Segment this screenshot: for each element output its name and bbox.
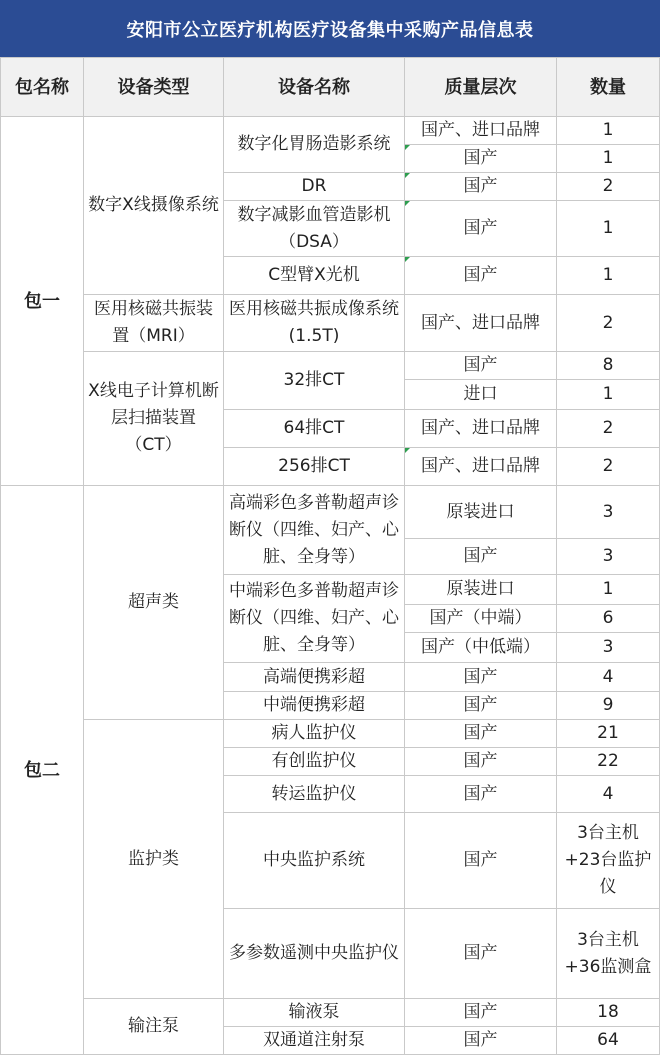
device-name: 有创监护仪 [224, 748, 405, 776]
quantity: 9 [557, 692, 660, 720]
device-name: 数字减影血管造影机（DSA） [224, 201, 405, 257]
quality-level: 国产 [405, 720, 557, 748]
quality-level: 国产、进口品牌 [405, 448, 557, 486]
quality-level: 国产 [405, 663, 557, 692]
header-quantity: 数量 [557, 58, 660, 117]
table-row [1, 720, 660, 748]
quantity: 22 [557, 748, 660, 776]
device-name: 256排CT [224, 448, 405, 486]
quality-level: 原装进口 [405, 575, 557, 605]
quality-level: 国产 [405, 813, 557, 909]
quality-level: 国产 [405, 539, 557, 575]
header-device-name: 设备名称 [224, 58, 405, 117]
quality-level: 国产 [405, 776, 557, 813]
quality-level: 国产（中低端） [405, 633, 557, 663]
device-name: 高端便携彩超 [224, 663, 405, 692]
quantity: 21 [557, 720, 660, 748]
quantity: 2 [557, 410, 660, 448]
device-name: 中央监护系统 [224, 813, 405, 909]
quantity: 1 [557, 117, 660, 145]
quantity: 3台主机+36监测盒 [557, 909, 660, 999]
quantity: 2 [557, 173, 660, 201]
quality-level: 国产 [405, 909, 557, 999]
quality-level: 国产 [405, 257, 557, 295]
quality-level: 国产 [405, 1027, 557, 1055]
quality-level: 国产 [405, 748, 557, 776]
device-type: 超声类 [84, 486, 224, 720]
device-name: DR [224, 173, 405, 201]
procurement-table [0, 57, 660, 1055]
quantity: 2 [557, 448, 660, 486]
device-type: 输注泵 [84, 999, 224, 1055]
quality-level: 国产、进口品牌 [405, 117, 557, 145]
quality-level: 国产 [405, 145, 557, 173]
quality-level: 原装进口 [405, 486, 557, 539]
table-title: 安阳市公立医疗机构医疗设备集中采购产品信息表 [0, 0, 660, 57]
quantity: 1 [557, 145, 660, 173]
device-name: 数字化胃肠造影系统 [224, 117, 405, 173]
device-name: 输液泵 [224, 999, 405, 1027]
device-name: 病人监护仪 [224, 720, 405, 748]
quantity: 8 [557, 352, 660, 380]
table-row [1, 295, 660, 352]
device-name: 高端彩色多普勒超声诊断仪（四维、妇产、心脏、全身等） [224, 486, 405, 575]
quantity: 4 [557, 776, 660, 813]
quantity: 1 [557, 575, 660, 605]
table-row [1, 486, 660, 539]
quantity: 1 [557, 257, 660, 295]
device-name: 中端便携彩超 [224, 692, 405, 720]
quantity: 2 [557, 295, 660, 352]
quantity: 3台主机+23台监护仪 [557, 813, 660, 909]
table-row [1, 352, 660, 380]
header-row [1, 58, 660, 117]
quality-level: 国产 [405, 201, 557, 257]
package-name: 包二 [1, 486, 84, 1055]
table-row [1, 117, 660, 145]
quantity: 1 [557, 201, 660, 257]
quantity: 1 [557, 380, 660, 410]
device-name: 64排CT [224, 410, 405, 448]
device-name: C型臂X光机 [224, 257, 405, 295]
device-name: 32排CT [224, 352, 405, 410]
quantity: 64 [557, 1027, 660, 1055]
device-name: 中端彩色多普勒超声诊断仪（四维、妇产、心脏、全身等） [224, 575, 405, 663]
device-name: 双通道注射泵 [224, 1027, 405, 1055]
table-row [1, 999, 660, 1027]
device-type: 医用核磁共振装置（MRI） [84, 295, 224, 352]
header-package: 包名称 [1, 58, 84, 117]
quantity: 3 [557, 633, 660, 663]
quantity: 3 [557, 486, 660, 539]
quantity: 18 [557, 999, 660, 1027]
header-quality-level: 质量层次 [405, 58, 557, 117]
device-type: X线电子计算机断层扫描装置（CT） [84, 352, 224, 486]
quality-level: 国产 [405, 692, 557, 720]
device-type: 数字X线摄像系统 [84, 117, 224, 295]
quality-level: 国产 [405, 173, 557, 201]
device-name: 医用核磁共振成像系统(1.5T) [224, 295, 405, 352]
header-device-type: 设备类型 [84, 58, 224, 117]
device-type: 监护类 [84, 720, 224, 999]
quality-level: 国产、进口品牌 [405, 295, 557, 352]
quantity: 3 [557, 539, 660, 575]
quantity: 6 [557, 605, 660, 633]
quality-level: 国产 [405, 999, 557, 1027]
quality-level: 进口 [405, 380, 557, 410]
quality-level: 国产 [405, 352, 557, 380]
device-name: 多参数遥测中央监护仪 [224, 909, 405, 999]
quality-level: 国产、进口品牌 [405, 410, 557, 448]
device-name: 转运监护仪 [224, 776, 405, 813]
quality-level: 国产（中端） [405, 605, 557, 633]
quantity: 4 [557, 663, 660, 692]
package-name: 包一 [1, 117, 84, 486]
